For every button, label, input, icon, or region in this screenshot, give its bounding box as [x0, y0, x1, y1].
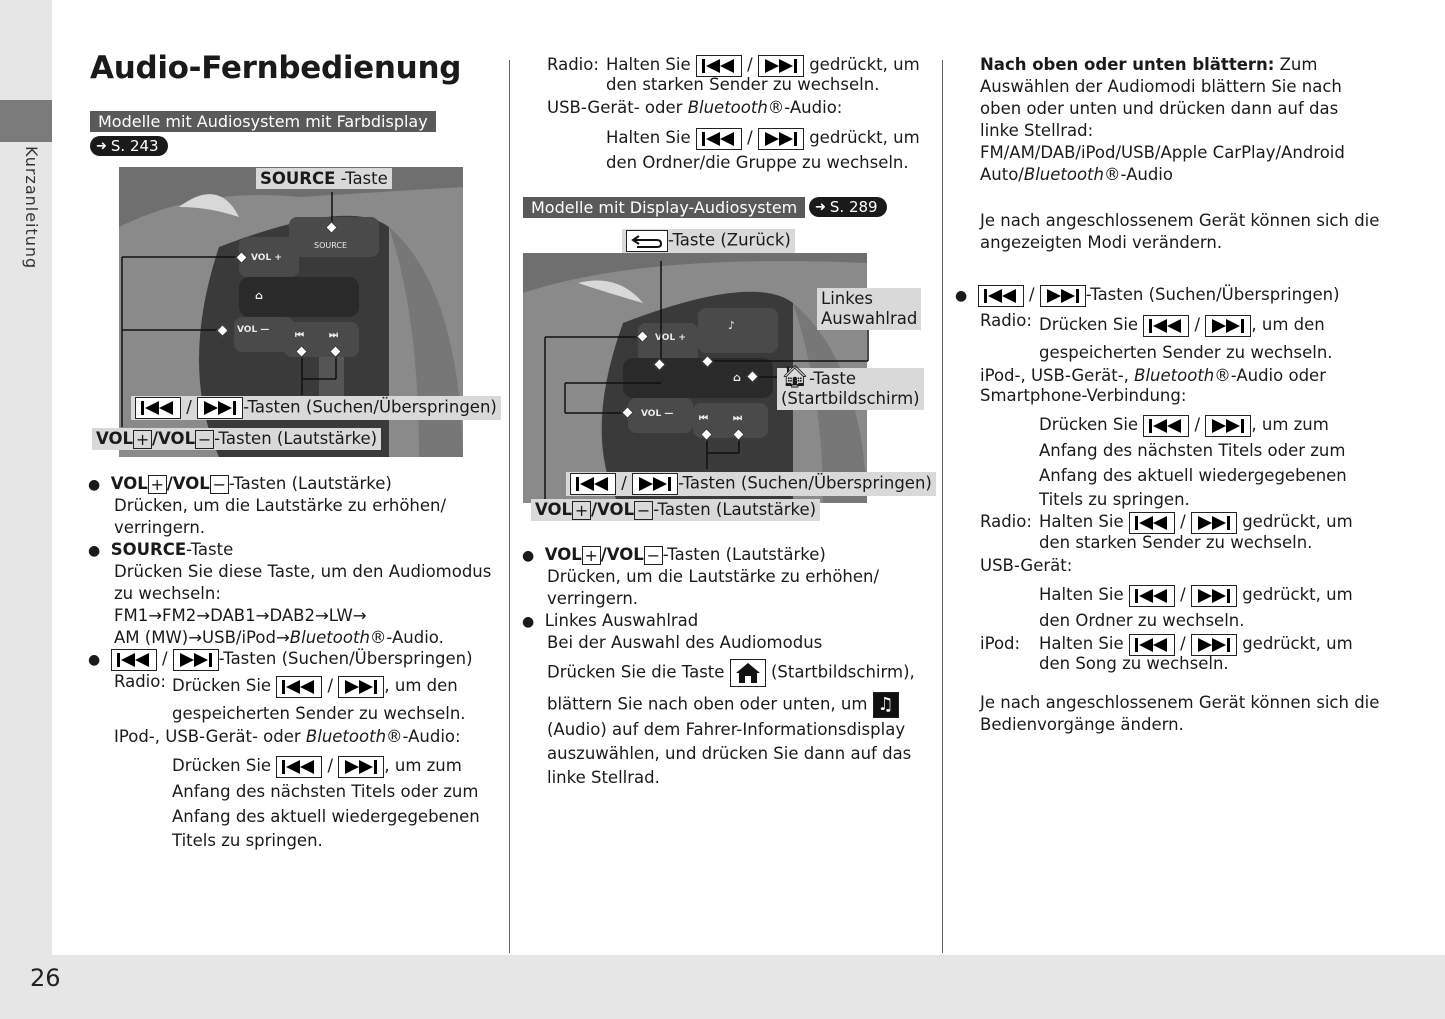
- skip-forward-icon: [338, 756, 384, 778]
- seek-buttons-callout: / -Tasten (Suchen/Überspringen): [131, 396, 501, 420]
- sidebar-label: Kurzanleitung: [22, 146, 41, 270]
- skip-back-icon: [111, 649, 157, 671]
- seek-bullet-heading: ● / -Tasten (Suchen/Überspringen): [955, 284, 1340, 307]
- skip-forward-icon: [197, 397, 243, 419]
- back-button-callout: -Taste (Zurück): [622, 229, 795, 253]
- skip-forward-icon: [1205, 415, 1251, 437]
- body-text: linke Stellrad.: [547, 768, 660, 787]
- plus-icon: +: [148, 475, 167, 494]
- body-text: auszuwählen, und drücken Sie dann auf das: [547, 744, 912, 763]
- skip-forward-icon: [632, 473, 678, 495]
- body-text: Drücken Sie die Taste (Startbildschirm),: [547, 659, 915, 687]
- body-text: FM/AM/DAB/iPod/USB/Apple CarPlay/Android: [980, 143, 1345, 162]
- sidebar-tab-marker: [0, 100, 52, 142]
- skip-back-icon: [276, 756, 322, 778]
- body-text: Radio:: [114, 672, 166, 691]
- skip-forward-icon: [338, 676, 384, 698]
- skip-back-icon: [135, 397, 181, 419]
- wheel-source-label: SOURCE: [314, 241, 348, 250]
- body-text: Titels zu springen.: [172, 831, 323, 850]
- body-text: USB-Gerät- oder Bluetooth®-Audio:: [547, 98, 843, 117]
- body-text: Auswählen der Audiomodi blättern Sie nach: [980, 77, 1342, 96]
- body-text: Drücken Sie / , um den: [172, 675, 458, 698]
- body-text: Anfang des nächsten Titels oder zum: [1039, 441, 1346, 460]
- body-text: blättern Sie nach oben oder unten, um ♫: [547, 692, 899, 718]
- body-text: verringern.: [114, 518, 206, 537]
- body-text: Drücken, um die Lautstärke zu erhöhen/: [114, 496, 447, 515]
- music-note-icon: ♫: [873, 692, 899, 718]
- plus-icon: +: [572, 501, 591, 520]
- minus-icon: −: [195, 430, 214, 449]
- body-text: Halten Sie / gedrückt, um: [1039, 511, 1353, 534]
- plus-icon: +: [133, 430, 152, 449]
- skip-back-icon: [570, 473, 616, 495]
- seek-buttons-callout: / -Tasten (Suchen/Überspringen): [566, 472, 936, 496]
- page-title: Audio-Fernbedienung: [90, 50, 462, 86]
- minus-icon: −: [634, 501, 653, 520]
- body-text: Je nach angeschlossenem Gerät können sich die: [980, 693, 1380, 712]
- home-icon: [730, 659, 766, 687]
- body-text: iPod:: [980, 634, 1021, 653]
- wheel-vol-plus-label: VOL +: [655, 333, 686, 343]
- bullet-icon: ●: [955, 288, 968, 304]
- skip-back-icon: [978, 285, 1024, 307]
- skip-back-icon: [1129, 585, 1175, 607]
- body-text: den Ordner zu wechseln.: [1039, 611, 1245, 630]
- bullet-icon: ●: [88, 477, 101, 493]
- body-text: Drücken, um die Lautstärke zu erhöhen/: [547, 567, 880, 586]
- wheel-skip-forward-icon: ⏭: [329, 330, 338, 341]
- body-text: Halten Sie / gedrückt, um: [1039, 633, 1353, 656]
- body-text: zu wechseln:: [114, 584, 221, 603]
- body-text: Bei der Auswahl des Audiomodus: [547, 633, 823, 652]
- vol-bullet-heading: ● VOL + /VOL − -Tasten (Lautstärke): [522, 545, 826, 565]
- body-text: AM (MW)→USB/iPod→Bluetooth®-Audio.: [114, 628, 444, 647]
- skip-back-icon: [276, 676, 322, 698]
- wheel-bullet-heading: ● Linkes Auswahlrad: [522, 611, 699, 630]
- vol-bullet-heading: ● VOL + /VOL − -Tasten (Lautstärke): [88, 474, 392, 494]
- body-text: Anfang des aktuell wiedergegebenen: [172, 807, 480, 826]
- body-text: Halten Sie / gedrückt, um: [1039, 584, 1353, 607]
- bullet-icon: ●: [522, 614, 535, 630]
- body-text: USB-Gerät:: [980, 556, 1073, 575]
- plus-icon: +: [582, 546, 601, 565]
- page-reference-link[interactable]: ➜ S. 289: [809, 197, 887, 217]
- skip-forward-icon: [1191, 585, 1237, 607]
- wheel-vol-minus-label: VOL —: [641, 409, 674, 419]
- body-text: Anfang des aktuell wiedergegebenen: [1039, 466, 1347, 485]
- source-bullet-heading: ● SOURCE-Taste: [88, 540, 234, 559]
- wheel-vol-minus-label: VOL —: [237, 325, 270, 335]
- bullet-icon: ●: [522, 548, 535, 564]
- body-text: gespeicherten Sender zu wechseln.: [1039, 343, 1333, 362]
- skip-forward-icon: [758, 128, 804, 150]
- wheel-voice-icon: ♪: [728, 319, 736, 332]
- home-button-callout: 🏠︎-Taste (Startbildschirm): [777, 368, 924, 410]
- model-banner: Modelle mit Display-Audiosystem: [523, 197, 805, 218]
- body-text: linke Stellrad:: [980, 121, 1094, 140]
- body-text: Bedienvorgänge ändern.: [980, 715, 1184, 734]
- left-wheel-callout: Linkes Auswahlrad: [817, 288, 921, 330]
- arrow-right-icon: ➜: [815, 199, 826, 215]
- body-text: iPod-, USB-Gerät-, Bluetooth®-Audio oder: [980, 366, 1326, 385]
- body-text: Drücken Sie diese Taste, um den Audiomodus: [114, 562, 492, 581]
- home-icon: 🏠︎: [781, 365, 809, 390]
- body-text: angezeigten Modi verändern.: [980, 233, 1223, 252]
- back-icon: [626, 230, 668, 252]
- skip-forward-icon: [1040, 285, 1086, 307]
- wheel-home-icon: ⌂: [733, 371, 741, 384]
- skip-forward-icon: [173, 649, 219, 671]
- wheel-home-icon: ⌂: [255, 289, 263, 302]
- volume-buttons-callout: VOL + /VOL − -Tasten (Lautstärke): [92, 428, 381, 450]
- footer: [0, 955, 1445, 1019]
- body-text: den starken Sender zu wechseln.: [606, 75, 880, 94]
- minus-icon: −: [210, 475, 229, 494]
- body-text: Titels zu springen.: [1039, 490, 1190, 509]
- wheel-skip-back-icon: ⏮: [699, 413, 708, 424]
- body-text: Auto/Bluetooth®-Audio: [980, 165, 1173, 184]
- skip-back-icon: [696, 128, 742, 150]
- minus-icon: −: [644, 546, 663, 565]
- model-banner: Modelle mit Audiosystem mit Farbdisplay: [90, 111, 436, 132]
- skip-back-icon: [1143, 315, 1189, 337]
- body-text: Smartphone-Verbindung:: [980, 386, 1187, 405]
- page-reference-link[interactable]: ➜ S. 243: [90, 136, 168, 156]
- wheel-skip-back-icon: ⏮: [295, 330, 304, 341]
- bullet-icon: ●: [88, 543, 101, 559]
- body-text: IPod-, USB-Gerät- oder Bluetooth®-Audio:: [114, 727, 461, 746]
- wheel-skip-forward-icon: ⏭: [733, 413, 742, 424]
- body-text: verringern.: [547, 589, 639, 608]
- body-text: oben oder unten und drücken dann auf das: [980, 99, 1339, 118]
- source-button-callout: SOURCE -Taste: [256, 168, 392, 189]
- seek-bullet-heading: ● / -Tasten (Suchen/Überspringen): [88, 648, 473, 671]
- body-text: Drücken Sie / , um den: [1039, 314, 1325, 337]
- body-text: Halten Sie / gedrückt, um: [606, 127, 920, 150]
- volume-buttons-callout: VOL + /VOL − -Tasten (Lautstärke): [531, 499, 820, 521]
- body-text: Nach oben oder unten blättern: Zum: [980, 55, 1318, 74]
- body-text: den starken Sender zu wechseln.: [1039, 533, 1313, 552]
- skip-forward-icon: [1205, 315, 1251, 337]
- body-text: Drücken Sie / , um zum: [172, 755, 462, 778]
- body-text: (Audio) auf dem Fahrer-Informationsdisplay: [547, 720, 906, 739]
- body-text: Halten Sie / gedrückt, um: [606, 54, 920, 77]
- bullet-icon: ●: [88, 652, 101, 668]
- body-text: den Ordner/die Gruppe zu wechseln.: [606, 153, 909, 172]
- body-text: Radio:: [980, 311, 1032, 330]
- body-text: Radio:: [547, 55, 599, 74]
- body-text: Anfang des nächsten Titels oder zum: [172, 782, 479, 801]
- body-text: Drücken Sie / , um zum: [1039, 414, 1329, 437]
- body-text: den Song zu wechseln.: [1039, 654, 1229, 673]
- wheel-vol-plus-label: VOL +: [251, 253, 282, 263]
- body-text: Radio:: [980, 512, 1032, 531]
- page-number: 26: [30, 964, 61, 992]
- body-text: FM1→FM2→DAB1→DAB2→LW→: [114, 606, 367, 625]
- skip-forward-icon: [1191, 512, 1237, 534]
- body-text: gespeicherten Sender zu wechseln.: [172, 704, 466, 723]
- skip-back-icon: [1129, 512, 1175, 534]
- body-text: Je nach angeschlossenem Gerät können sich die: [980, 211, 1380, 230]
- skip-back-icon: [1143, 415, 1189, 437]
- arrow-right-icon: ➜: [96, 138, 107, 154]
- diagram-leader-lines: [90, 167, 510, 467]
